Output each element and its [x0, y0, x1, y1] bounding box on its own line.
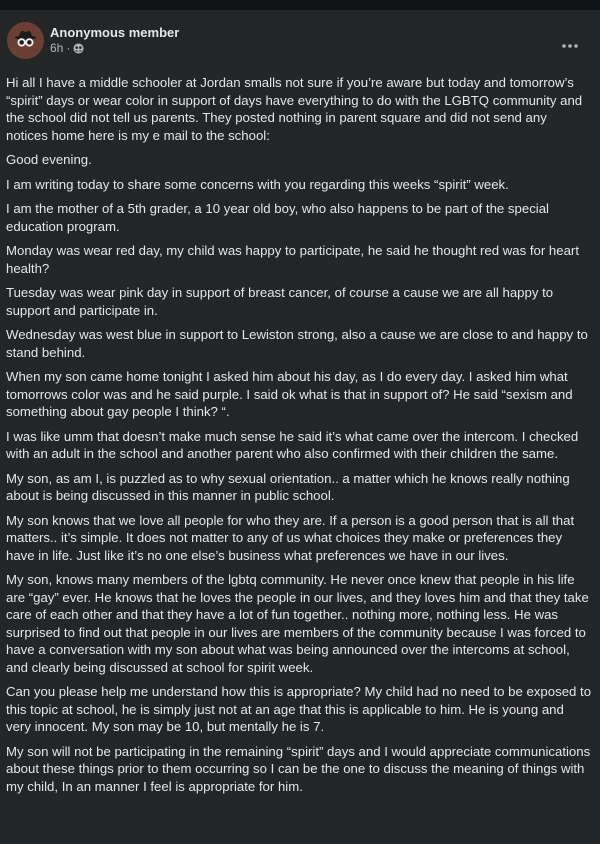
post-paragraph: Tuesday was wear pink day in support of breast cancer, of course a cause we are all happy to support and participate in.	[6, 285, 554, 318]
avatar[interactable]	[7, 22, 44, 59]
post-timestamp[interactable]: 6h	[50, 41, 64, 55]
post-paragraph: Monday was wear red day, my child was happy to participate, he said he thought red was for heart health?	[6, 243, 579, 276]
author-name[interactable]: Anonymous member	[50, 25, 180, 40]
post-card	[0, 10, 600, 844]
post-paragraph: I am the mother of a 5th grader, a 10 year old boy, who also happens to be part of the special education program.	[6, 201, 549, 234]
post-paragraph: Hi all I have a middle schooler at Jordan smalls not sure if you’re aware but today and tomorrow’s “spirit” days or wear color in support of days have everything to do with the LGBTQ community and the school did not tell us parents. They posted nothing in parent square and did not send any notices home here is my e mail to the school:	[6, 75, 583, 143]
post-header	[0, 10, 600, 60]
post-paragraph: My son knows that we love all people for who they are. If a person is a good person that is all that matters.. it’s simple. It does not matter to any of us what choices they make or preferences they have in life. Just like it’s no one else’s business what preferences we have in our lives.	[6, 512, 575, 563]
post-meta	[50, 41, 179, 56]
post-paragraph: My son, knows many members of the lgbtq community. He never once knew that people in his life are “gay” ever. He knows that he loves the people in our lives, and they loves him and that they take care of each other and that they have a lot of fun together.. nothing more, nothing less. He was surprised to find out that people in our lives are members of the community because I was forced to have a conversation with my son about what was being announced over the intercoms at school, and clearly being discussed at school for spirit week.	[6, 572, 589, 675]
anonymous-spy-icon	[12, 27, 39, 54]
post-paragraph: I was like umm that doesn’t make much sense he said it’s what came over the intercom. I checked with an adult in the school and another parent who also confirmed with their children the same.	[6, 428, 579, 461]
post-paragraph: My son will not be participating in the remaining “spirit” days and I would appreciate communications about these things prior to them occurring so I can be the one to discuss the meaning of things with my child, In an manner I feel is appropriate for him.	[6, 743, 591, 794]
post-body	[0, 60, 600, 795]
post-paragraph: Can you please help me understand how this is appropriate? My child had no need to be exposed to this topic at school, he is simply just not at an age that this is applicable to him. He is young and very innocent. My son may be 10, but mentally he is 7.	[6, 684, 592, 734]
meta-separator: ·	[66, 41, 71, 55]
post-paragraph: Good evening.	[6, 152, 92, 167]
post-paragraph: Wednesday was west blue in support to Lewiston strong, also a cause we are close to and happy to stand behind.	[6, 327, 588, 360]
more-horizontal-icon	[561, 43, 579, 49]
members-icon	[73, 43, 84, 54]
post-paragraph: I am writing today to share some concerns with you regarding this weeks “spirit” week.	[6, 176, 509, 192]
more-options-button[interactable]	[558, 36, 582, 56]
top-strip	[0, 0, 600, 10]
author-block	[50, 24, 179, 56]
post-paragraph: My son, as am I, is puzzled as to why sexual orientation.. a matter which he knows really nothing about is being discussed in this manner in public school.	[6, 470, 570, 503]
post-paragraph: When my son came home tonight I asked him about his day, as I do every day. I asked him what tomorrows color was and he said purple. I said ok what is that in support of? He said “sexism and something about gay people I think? “.	[6, 369, 573, 419]
